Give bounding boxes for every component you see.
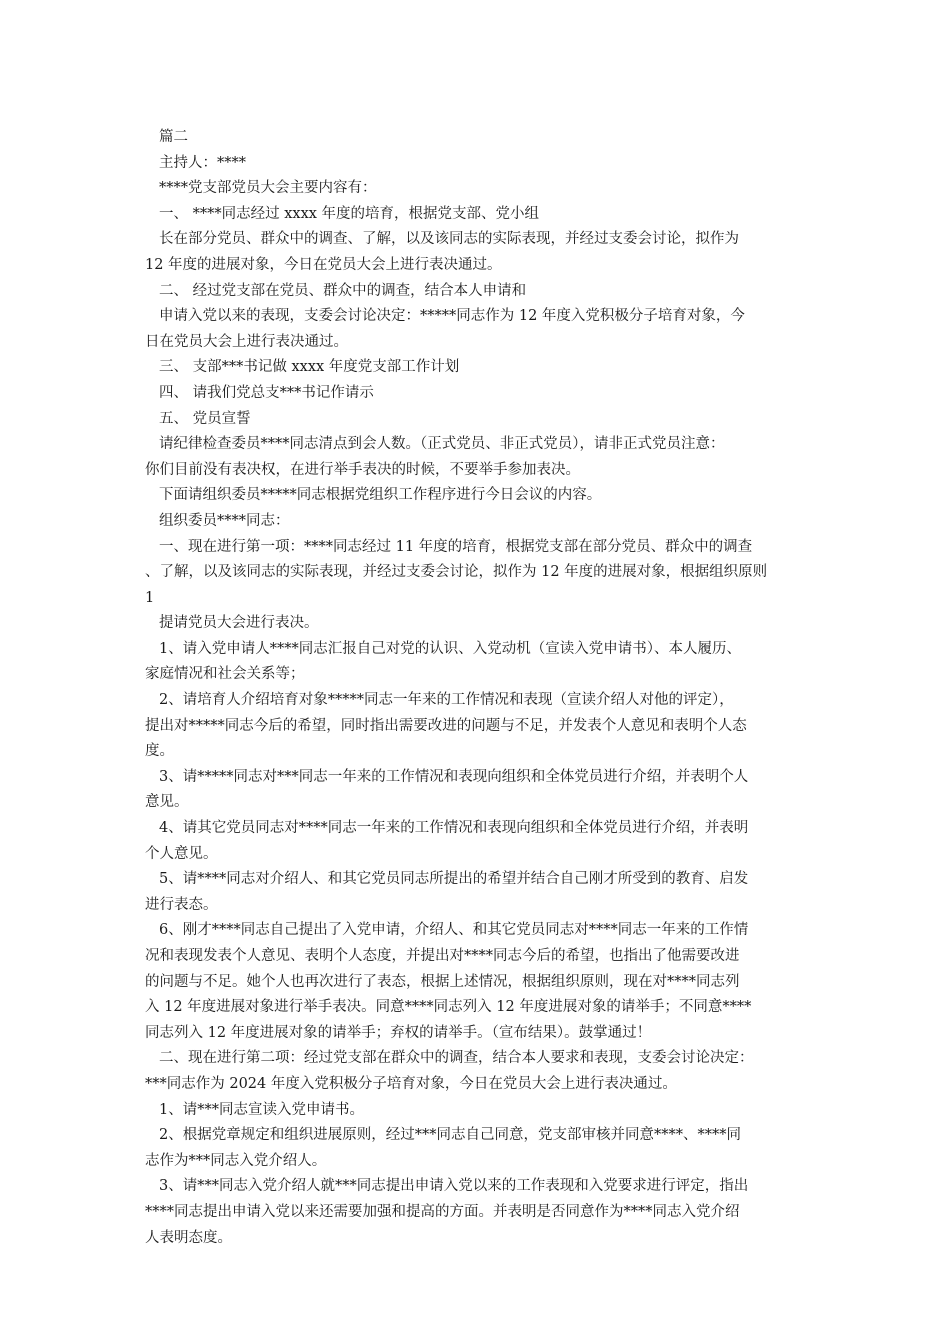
page-number: 1 xyxy=(145,589,155,606)
text-line: 个人意见。 xyxy=(145,845,218,862)
text-line: 进行表态。 xyxy=(145,896,218,913)
text-line: ****同志提出申请入党以来还需要加强和提高的方面。并表明是否同意作为****同志入党介绍 xyxy=(145,1203,740,1220)
text-line: 度。 xyxy=(145,743,174,760)
text-line: 12 年度的进展对象，今日在党员大会上进行表决通过。 xyxy=(145,256,502,273)
text-line: 4、请其它党员同志对****同志一年来的工作情况和表现向组织和全体党员进行介绍，并表明 xyxy=(159,820,749,837)
text-line: 1、请***同志宣读入党申请书。 xyxy=(159,1101,364,1118)
text-line: 人表明态度。 xyxy=(145,1229,232,1246)
text-line: 组织委员****同志： xyxy=(159,512,290,529)
agenda-item-4: 四、 请我们党总支***书记作请示 xyxy=(159,384,374,401)
agenda-item-1: 一、 ****同志经过 xxxx 年度的培育，根据党支部、党小组 xyxy=(159,205,540,222)
text-line: 1、请入党申请人****同志汇报自己对党的认识、入党动机（宣读入党申请书）、本人履历、 xyxy=(159,640,741,657)
text-line: 一、现在进行第一项：****同志经过 11 年度的培育，根据党支部在部分党员、群众中的调查 xyxy=(159,538,753,555)
document-body xyxy=(145,125,813,1251)
text-line: 二、现在进行第二项：经过党支部在群众中的调查，结合本人要求和表现，支委会讨论决定： xyxy=(159,1050,754,1067)
text-line: 长在部分党员、群众中的调查、了解，以及该同志的实际表现，并经过支委会讨论，拟作为 xyxy=(159,231,739,248)
text-line: 申请入党以来的表现，支委会讨论决定：*****同志作为 12 年度入党积极分子培育对象，今 xyxy=(159,308,745,325)
text-line: 2、请培育人介绍培育对象*****同志一年来的工作情况和表现（宣读介绍人对他的评定）， xyxy=(159,692,734,709)
text-line: 提请党员大会进行表决。 xyxy=(159,615,319,632)
text-line: 2、根据党章规定和组织进展原则，经过***同志自己同意，党支部审核并同意****、****同 xyxy=(159,1127,741,1144)
text-line: 3、请***同志入党介绍人就***同志提出申请入党以来的工作表现和入党要求进行评定，指出 xyxy=(159,1178,749,1195)
text-line: 意见。 xyxy=(145,794,189,811)
host-line: 主持人：**** xyxy=(159,154,246,171)
text-line: 、了解，以及该同志的实际表现，并经过支委会讨论，拟作为 12 年度的进展对象，根据组织原则 xyxy=(145,564,768,581)
agenda-item-5: 五、 党员宣誓 xyxy=(159,410,251,427)
text-line: 同志列入 12 年度进展对象的请举手；弃权的请举手。（宣布结果）。鼓掌通过！ xyxy=(145,1024,652,1041)
agenda-item-2: 二、 经过党支部在党员、群众中的调查，结合本人申请和 xyxy=(159,282,527,299)
text-line: 6、刚才****同志自己提出了入党申请，介绍人、和其它党员同志对****同志一年来的工作情 xyxy=(159,922,749,939)
text-line: 入 12 年度进展对象进行举手表决。同意****同志列入 12 年度进展对象的请举手；不同意**** xyxy=(145,999,752,1016)
text-line: 5、请****同志对介绍人、和其它党员同志所提出的希望并结合自己刚才所受到的教育、启发 xyxy=(159,871,749,888)
text-line: 况和表现发表个人意见、表明个人态度，并提出对****同志今后的希望，也指出了他需要改进 xyxy=(145,948,740,964)
text-line: 提出对*****同志今后的希望，同时指出需要改进的问题与不足，并发表个人意见和表明个人态 xyxy=(145,717,747,734)
text-line: 下面请组织委员*****同志根据党组织工作程序进行今日会议的内容。 xyxy=(159,487,602,504)
text-line: ***同志作为 2024 年度入党积极分子培育对象，今日在党员大会上进行表决通过。 xyxy=(145,1075,677,1092)
agenda-item-3: 三、 支部***书记做 xxxx 年度党支部工作计划 xyxy=(159,359,460,376)
text-line: 请纪律检查委员****同志清点到会人数。（正式党员、非正式党员），请非正式党员注意： xyxy=(159,436,725,453)
text-line: 你们目前没有表决权，在进行举手表决的时候，不要举手参加表决。 xyxy=(145,461,580,478)
text-line: 3、请*****同志对***同志一年来的工作情况和表现向组织和全体党员进行介绍，并表明个人 xyxy=(159,768,749,785)
text-line: 志作为***同志入党介绍人。 xyxy=(145,1152,327,1169)
section-heading: 篇二 xyxy=(159,129,188,145)
agenda-intro: ****党支部党员大会主要内容有： xyxy=(159,180,377,197)
text-line: 日在党员大会上进行表决通过。 xyxy=(145,333,348,350)
text-line: 的问题与不足。她个人也再次进行了表态，根据上述情况，根据组织原则，现在对****同志列 xyxy=(145,973,740,990)
text-line: 家庭情况和社会关系等； xyxy=(145,666,305,683)
